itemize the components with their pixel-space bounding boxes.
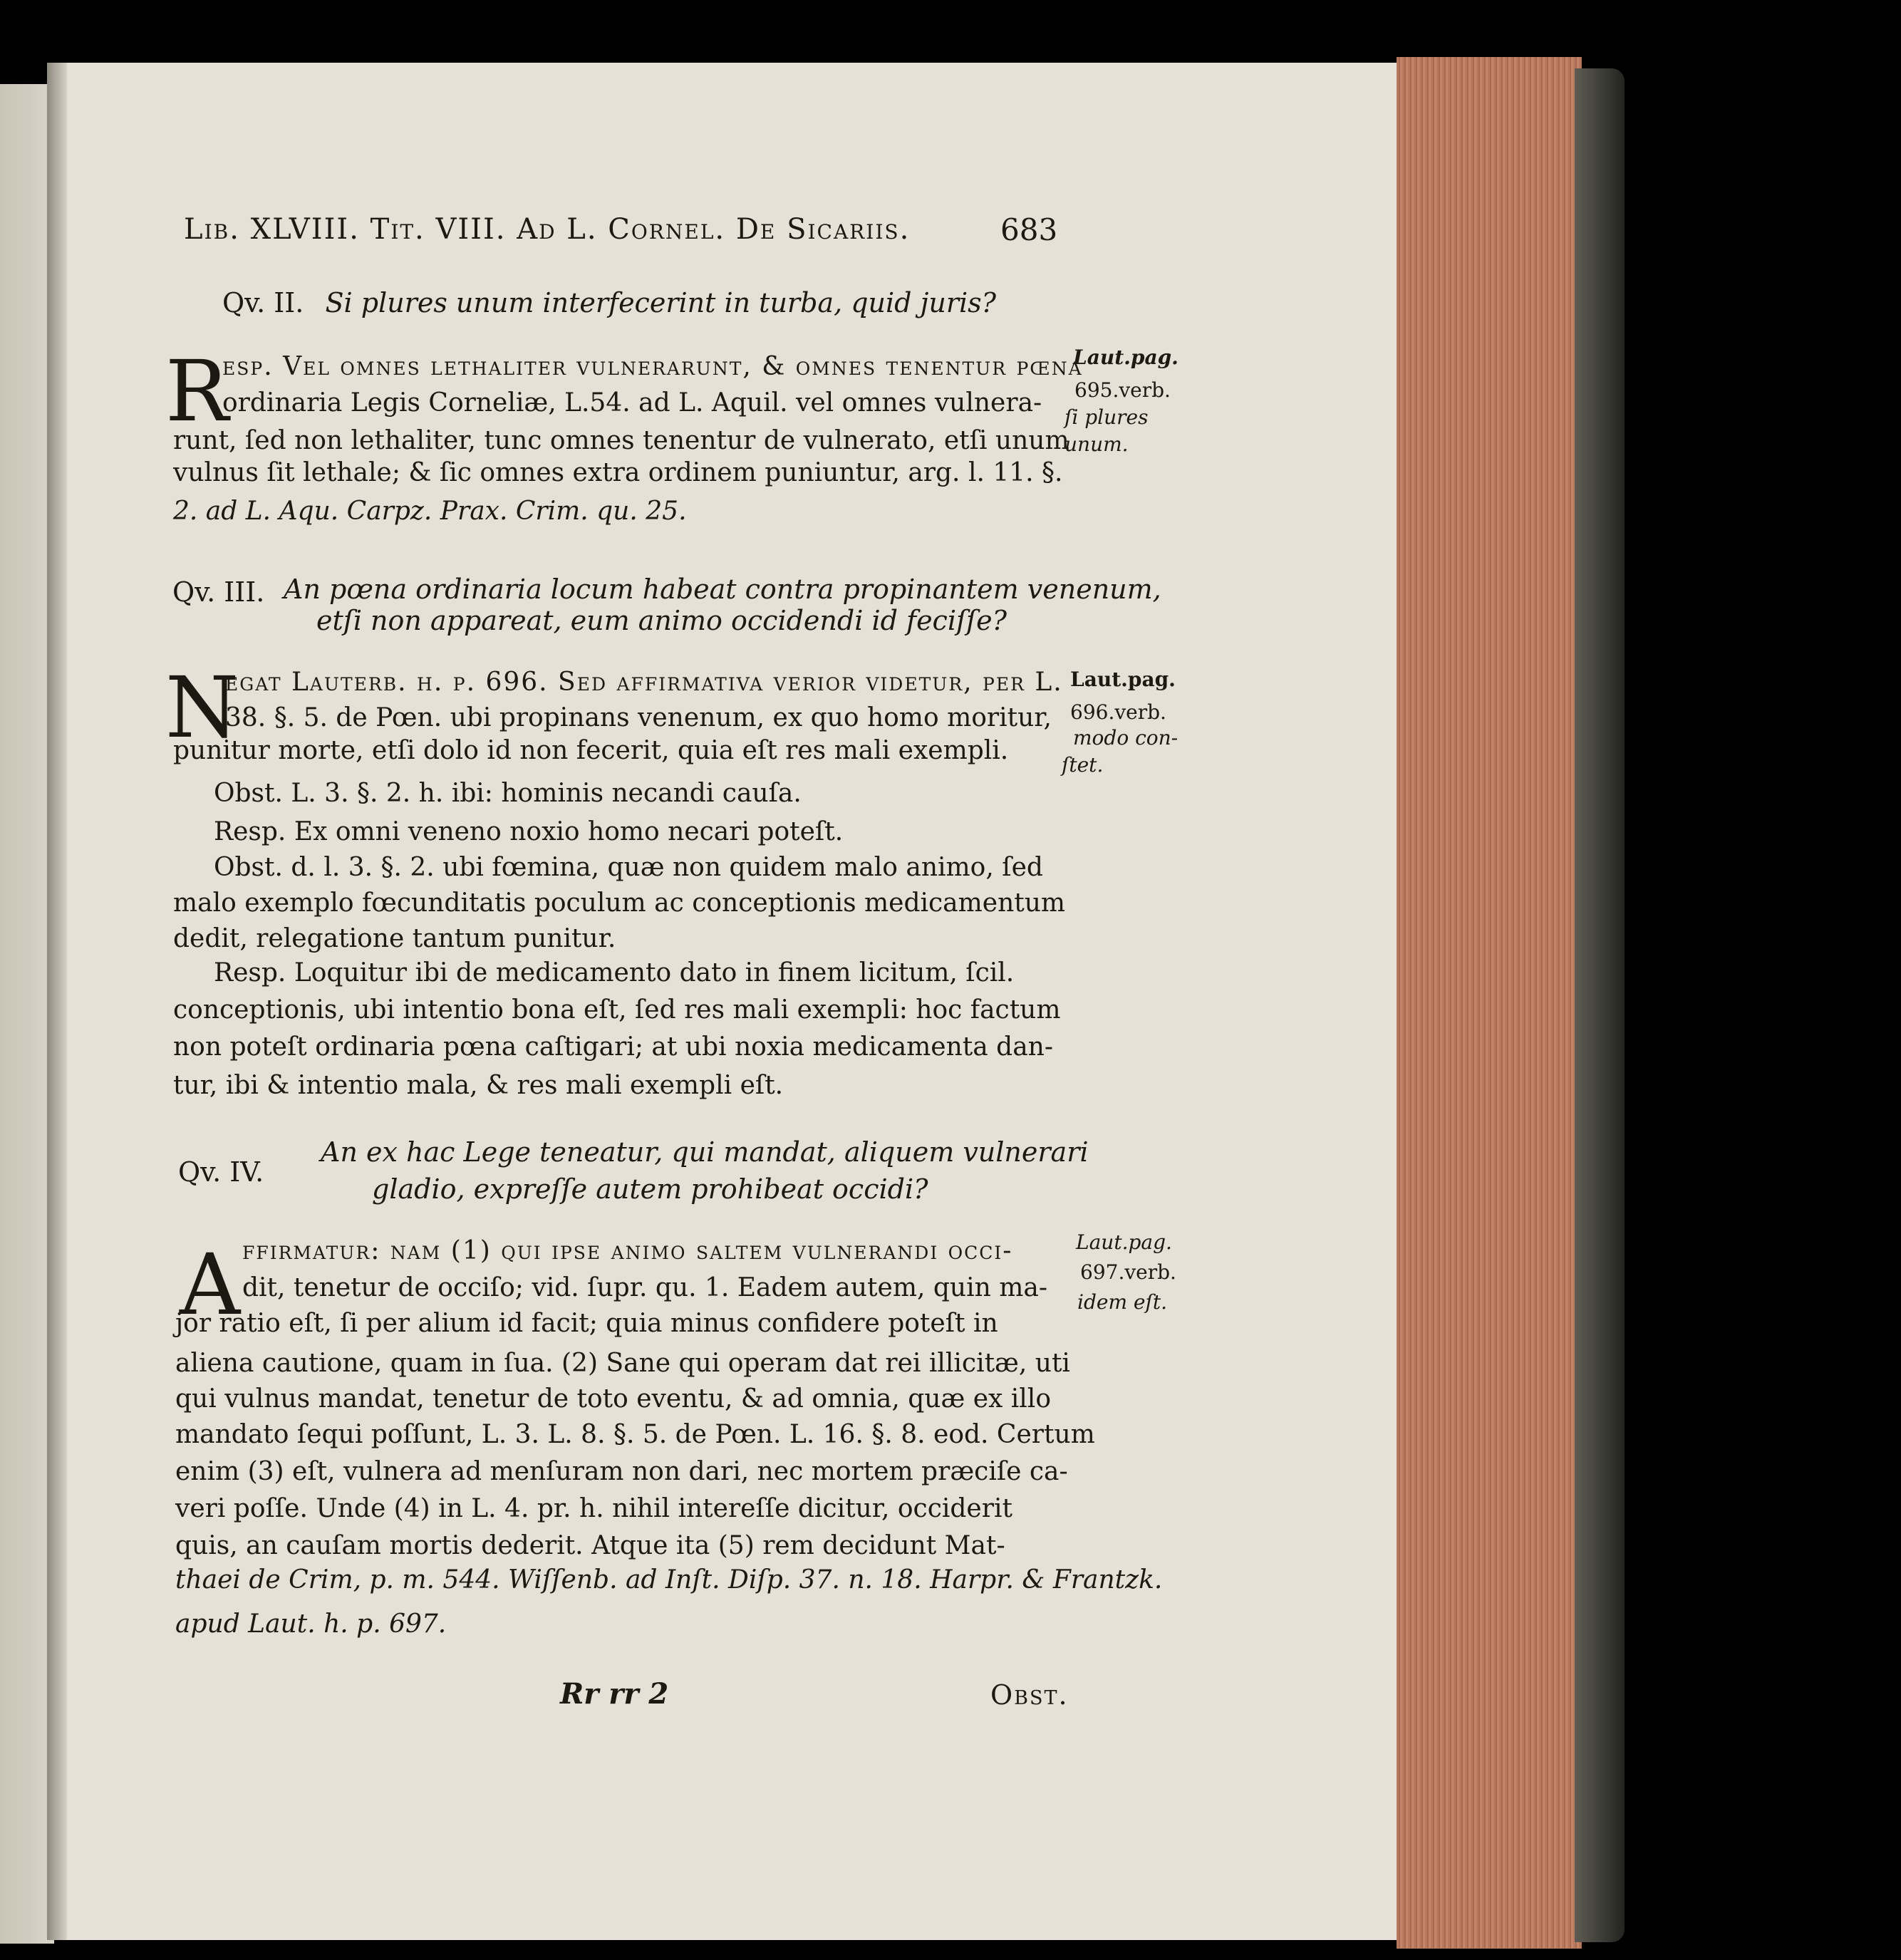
page-number: 683 xyxy=(1000,212,1058,247)
question-4-text-2: gladio, expreſſe autem prohibeat occidi? xyxy=(372,1173,928,1205)
question-3-text-2: etſi non appareat, eum animo occidendi id feciſſe? xyxy=(316,605,1007,636)
q3-line-2: 38. §. 5. de Pœn. ubi propinans venenum, ex quo homo moritur, xyxy=(225,703,1052,732)
q3-margin-4: ſtet. xyxy=(1062,753,1104,777)
question-4-title xyxy=(178,1158,264,1186)
q3-line-4: Obst. L. 3. §. 2. h. ibi: hominis necandi cauſa. xyxy=(214,779,802,808)
q4-margin-2: 697.verb. xyxy=(1080,1260,1176,1284)
question-2-title xyxy=(222,289,996,316)
question-4-label: Qv. IV. xyxy=(178,1156,264,1188)
q4-line-5: qui vulnus mandat, tenetur de toto eventu, & ad omnia, quæ ex illo xyxy=(175,1384,1051,1414)
dropcap-a: A xyxy=(180,1235,241,1334)
q3-line-1: egat Lauterb. h. p. 696. Sed affirmativa verior videtur, per L. xyxy=(225,668,1063,697)
q4-line-10: thaei de Crim, p. m. 544. Wiſſenb. ad Inſt. Diſp. 37. n. 18. Harpr. & Frantzk. xyxy=(175,1565,1163,1595)
q4-line-6: mandato ſequi poſſunt, L. 3. L. 8. §. 5. de Pœn. L. 16. §. 8. eod. Certum xyxy=(175,1420,1095,1449)
question-3-title xyxy=(172,576,265,608)
q4-line-8: veri poſſe. Unde (4) in L. 4. pr. h. nihil intereſſe dicitur, occiderit xyxy=(175,1494,1012,1523)
q3-margin-1: Laut.pag. xyxy=(1070,668,1176,691)
question-4-text-1: An ex hac Lege teneatur, qui mandat, aliquem vulnerari xyxy=(321,1136,1089,1168)
q3-margin-2: 696.verb. xyxy=(1070,700,1166,724)
q4-line-7: enim (3) eſt, vulnera ad menſuram non dari, nec mortem præciſe ca- xyxy=(175,1457,1068,1486)
q2-margin-4: unum. xyxy=(1065,432,1129,456)
q3-line-5: Resp. Ex omni veneno noxio homo necari poteſt. xyxy=(214,817,844,846)
q3-line-8: dedit, relegatione tantum punitur. xyxy=(173,924,616,953)
q2-margin-2: 695.verb. xyxy=(1074,378,1171,402)
q4-line-11: apud Laut. h. p. 697. xyxy=(175,1609,447,1639)
q4-line-4: aliena cautione, quam in ſua. (2) Sane qui operam dat rei illicitæ, uti xyxy=(175,1349,1070,1378)
dropcap-n: N xyxy=(165,658,239,757)
book-cover xyxy=(1575,68,1625,1942)
q2-margin-1: Laut.pag. xyxy=(1073,346,1179,369)
question-2-text: Si plures unum interfecerint in turba, quid juris? xyxy=(325,287,997,318)
q2-margin-3: ſi plures xyxy=(1065,405,1149,429)
question-3-label: Qv. III. xyxy=(172,576,265,608)
q2-line-2: ordinaria Legis Corneliæ, L.54. ad L. Aquil. vel omnes vulnera- xyxy=(222,388,1042,418)
q4-line-1: ffirmatur: nam (1) qui ipſe animo ſaltem vulnerandi occi- xyxy=(242,1236,1013,1265)
q2-line-4: vulnus ſit lethale; & ſic omnes extra ordinem puniuntur, arg. l. 11. §. xyxy=(173,458,1063,487)
q3-line-12: tur, ibi & intentio mala, & res mali exempli eſt. xyxy=(173,1071,784,1100)
q4-margin-3: idem eſt. xyxy=(1077,1290,1167,1314)
previous-page-edge xyxy=(0,84,54,1944)
book-fore-edge xyxy=(1397,57,1582,1949)
q2-line-5: 2. ad L. Aqu. Carpz. Prax. Crim. qu. 25. xyxy=(173,497,687,526)
q3-line-3: punitur morte, etſi dolo id non fecerit, quia eſt res mali exempli. xyxy=(173,736,1009,765)
catchword: Obst. xyxy=(990,1679,1069,1711)
dropcap-r: R xyxy=(165,342,229,440)
q4-line-2: dit, tenetur de occiſo; vid. ſupr. qu. 1. Eadem autem, quin ma- xyxy=(242,1273,1047,1302)
signature-mark: Rr rr 2 xyxy=(560,1677,669,1711)
q3-margin-3: modo con- xyxy=(1073,726,1179,750)
q3-line-7: malo exemplo fœcunditatis poculum ac conceptionis medicamentum xyxy=(173,888,1066,918)
q3-line-11: non poteſt ordinaria pœna caſtigari; at ubi noxia medicamenta dan- xyxy=(173,1032,1054,1062)
q4-line-9: quis, an cauſam mortis dederit. Atque ita (5) rem decidunt Mat- xyxy=(175,1531,1005,1560)
q4-line-3: jor ratio eſt, ſi per alium id facit; quia minus confidere poteſt in xyxy=(175,1309,998,1338)
q4-margin-1: Laut.pag. xyxy=(1076,1230,1172,1254)
running-title: Lib. XLVIII. Tit. VIII. Ad L. Cornel. De Sicariis. xyxy=(184,213,911,246)
q2-line-1: esp. Vel omnes lethaliter vulnerarunt, & omnes tenentur pœna xyxy=(222,352,1083,381)
question-3-text-1: An pœna ordinaria locum habeat contra propinantem venenum, xyxy=(284,574,1161,605)
question-2-label: Qv. II. xyxy=(222,287,304,318)
q2-line-3: runt, ſed non lethaliter, tunc omnes tenentur de vulnerato, etſi unum xyxy=(173,426,1069,455)
q3-line-9: Resp. Loquitur ibi de medicamento dato in finem licitum, ſcil. xyxy=(214,958,1015,987)
page-gutter xyxy=(47,63,67,1940)
q3-line-6: Obst. d. l. 3. §. 2. ubi fœmina, quæ non quidem malo animo, ſed xyxy=(214,853,1043,882)
q3-line-10: conceptionis, ubi intentio bona eſt, ſed res mali exempli: hoc factum xyxy=(173,995,1061,1025)
